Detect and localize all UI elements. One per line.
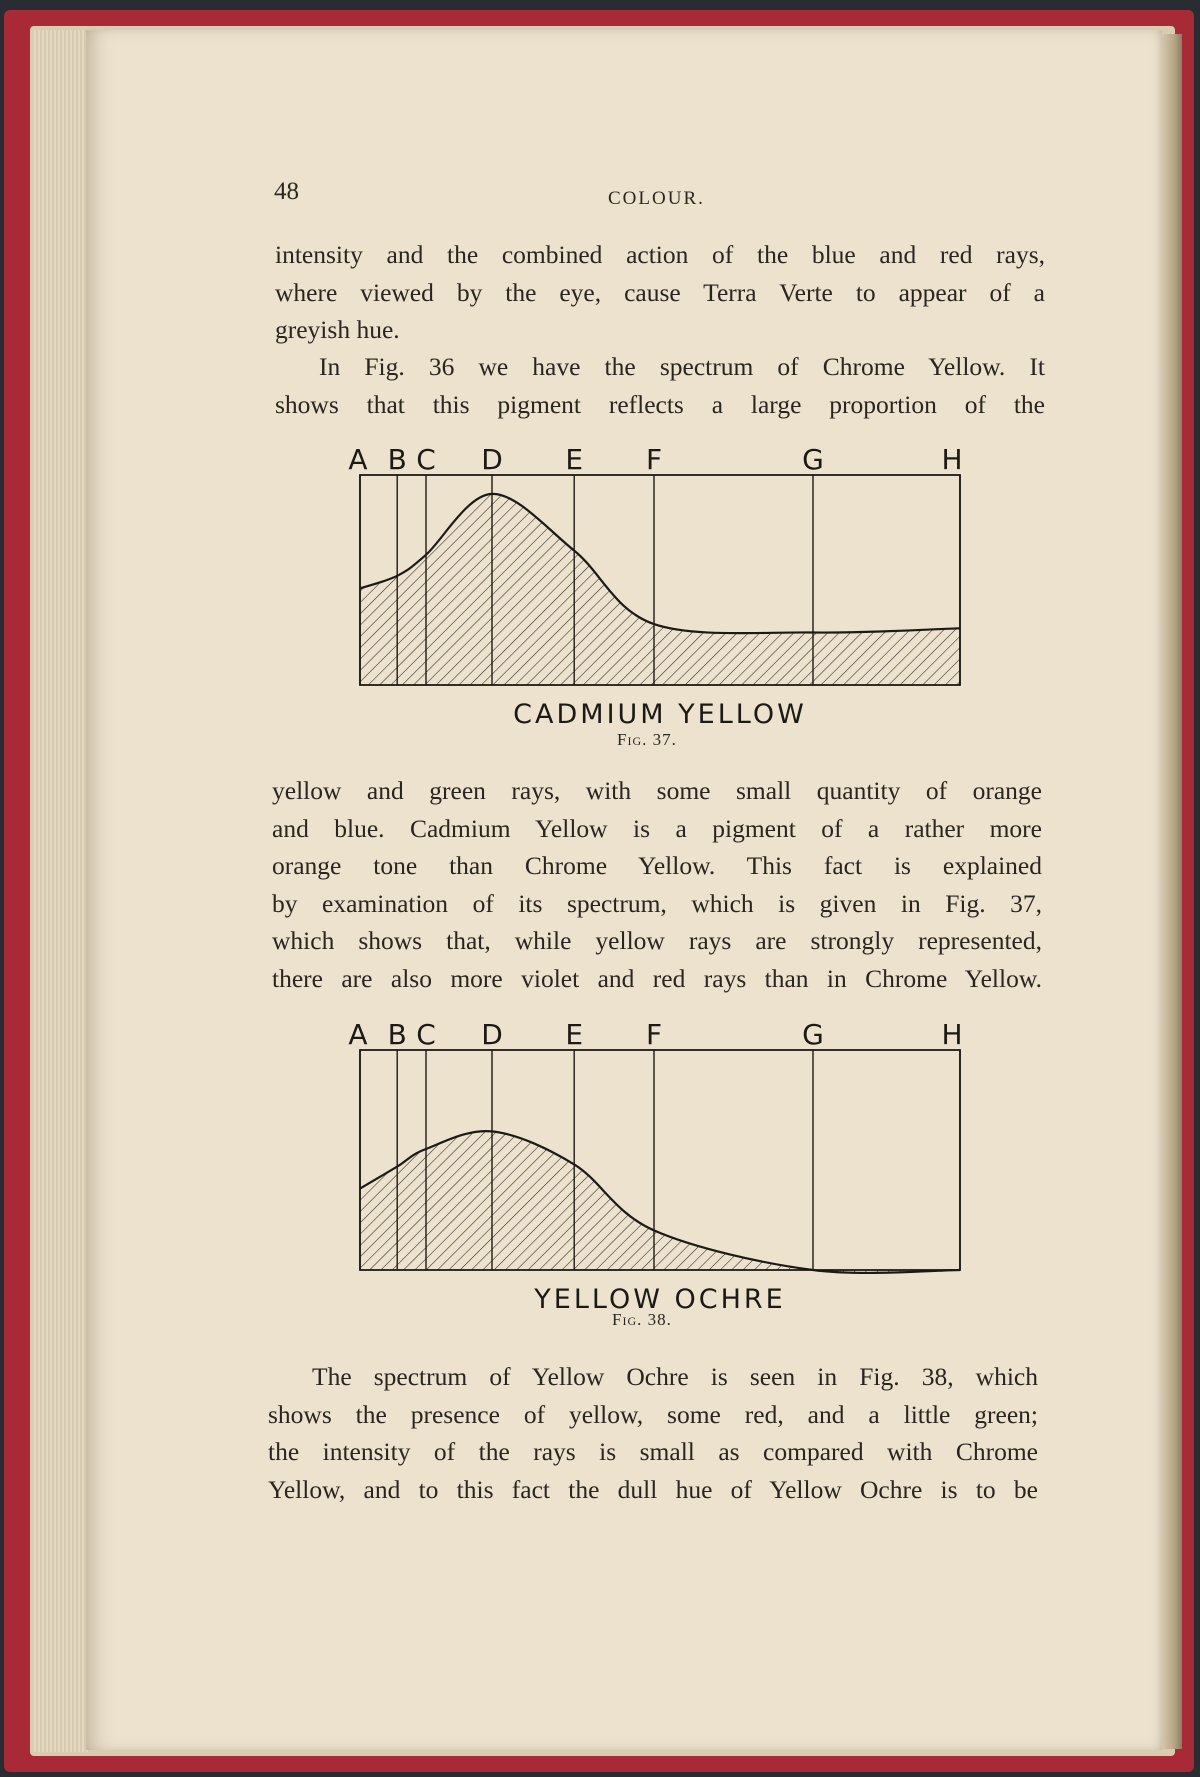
page-edges-left — [34, 30, 90, 1752]
figure-37-caption: Fig. 37. — [617, 730, 677, 749]
fraunhofer-label-h: H — [941, 1018, 963, 1051]
fraunhofer-label-e: E — [565, 1018, 584, 1051]
spectrum-hatched-area — [360, 1131, 960, 1273]
text-line: orange tone than Chrome Yellow. This fact is explained — [272, 851, 1042, 880]
text-line: intensity and the combined action of the blue and red rays, — [275, 240, 1045, 269]
text-line: which shows that, while yellow rays are strongly represented, — [272, 926, 1042, 955]
page-number: 48 — [274, 178, 299, 205]
text-line: Yellow, and to this fact the dull hue of Yellow Ochre is to be — [268, 1474, 1038, 1504]
text-line: shows the presence of yellow, some red, and a little green; — [268, 1399, 1038, 1429]
fraunhofer-label-g: G — [802, 443, 824, 476]
text-line: by examination of its spectrum, which is given in Fig. 37, — [272, 888, 1042, 918]
text-line: yellow and green rays, with some small quantity of orange — [272, 776, 1042, 805]
figure-38-caption: Fig. 38. — [612, 1310, 672, 1329]
spectrum-hatched-area — [360, 494, 960, 685]
paragraph-1 — [275, 236, 1045, 349]
figure-38-spectrum-chart — [340, 1005, 980, 1315]
text-line: and blue. Cadmium Yellow is a pigment of a rather more — [272, 813, 1042, 843]
paragraph-3 — [272, 772, 1042, 997]
fraunhofer-label-f: F — [645, 443, 663, 476]
fraunhofer-label-c: C — [416, 1018, 436, 1051]
fraunhofer-label-c: C — [416, 443, 436, 476]
pigment-name-label: YELLOW OCHRE — [534, 1284, 786, 1315]
fraunhofer-label-a: A — [348, 443, 368, 476]
fraunhofer-label-b: B — [387, 1018, 407, 1051]
fraunhofer-label-e: E — [565, 443, 584, 476]
fraunhofer-label-b: B — [387, 443, 407, 476]
running-head: COLOUR. — [608, 188, 705, 209]
page-edge-right — [1162, 34, 1182, 1749]
text-line: The spectrum of Yellow Ochre is seen in Fig. 38, which — [312, 1362, 1038, 1391]
paragraph-2 — [275, 348, 1045, 423]
text-line: there are also more violet and red rays than in Chrome Yellow. — [272, 963, 1042, 993]
text-line: In Fig. 36 we have the spectrum of Chrome Yellow. It — [319, 352, 1045, 381]
fraunhofer-label-a: A — [348, 1018, 368, 1051]
text-line: where viewed by the eye, cause Terra Verte to appear of a — [275, 277, 1045, 307]
fraunhofer-label-d: D — [481, 1018, 503, 1051]
text-line: the intensity of the rays is small as compared with Chrome — [268, 1437, 1038, 1466]
text-line: greyish hue. — [275, 315, 400, 344]
figure-37-spectrum-chart — [340, 430, 980, 730]
text-line: shows that this pigment reflects a large proportion of the — [275, 389, 1045, 419]
fraunhofer-label-f: F — [645, 1018, 663, 1051]
fraunhofer-label-h: H — [941, 443, 963, 476]
fraunhofer-label-d: D — [481, 443, 503, 476]
pigment-name-label: CADMIUM YELLOW — [513, 699, 807, 730]
paragraph-4 — [268, 1358, 1038, 1508]
fraunhofer-label-g: G — [802, 1018, 824, 1051]
